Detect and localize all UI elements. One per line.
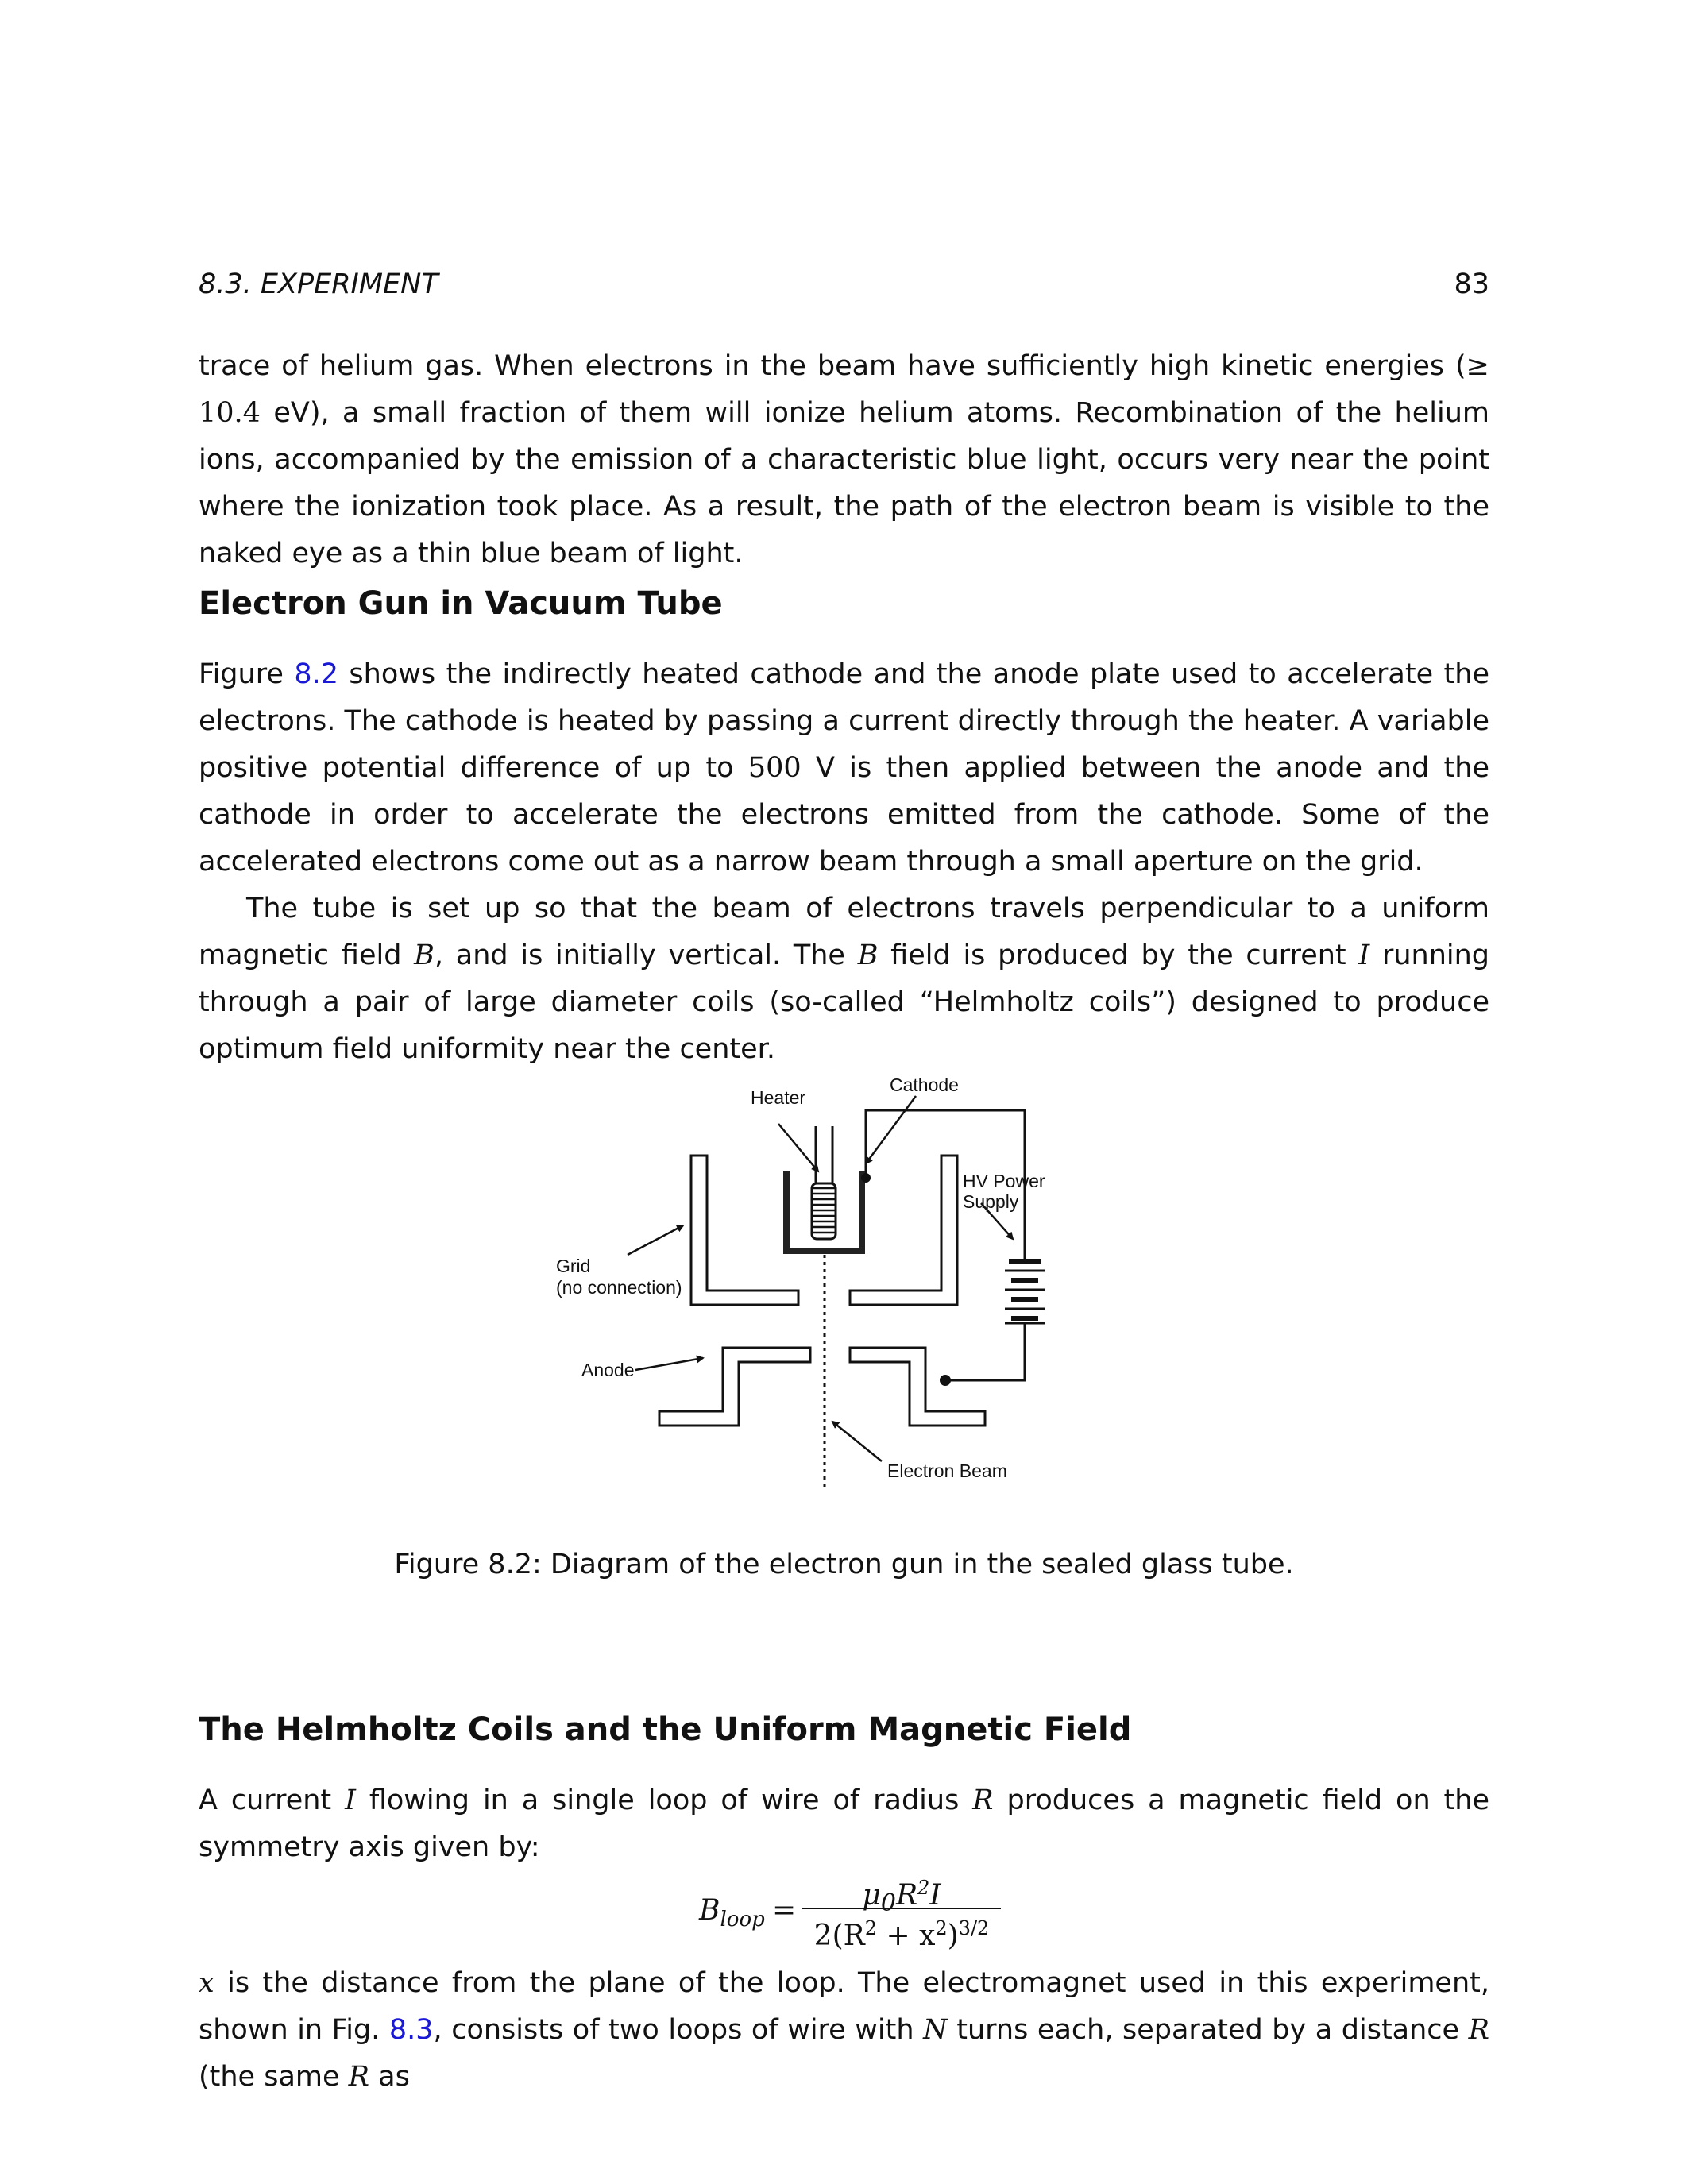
anode-junction-dot xyxy=(940,1375,951,1386)
figure-ref-link[interactable]: 8.2 xyxy=(294,658,338,690)
anode-label: Anode xyxy=(581,1360,635,1380)
helmholtz-paragraph-1: A current I flowing in a single loop of wire of radius R produces a magnetic field on the symmetry axis given by: xyxy=(199,1785,1489,1863)
anode-pointer xyxy=(635,1358,703,1370)
bloop-equation xyxy=(691,1870,1025,1950)
helmholtz-paragraph-2: x is the distance from the plane of the loop. The electromagnet used in this experiment, shown in Fig. 8.3, consists of two loops of wire with N turns each, separated by a distance R (the same R as xyxy=(199,1967,1489,2093)
section-heading-helmholtz: The Helmholtz Coils and the Uniform Magnetic Field xyxy=(199,1711,1132,1748)
energy-value: ≥ 10.4 xyxy=(199,350,1489,429)
heater-pointer xyxy=(778,1124,818,1171)
electron-beam-label: Electron Beam xyxy=(887,1461,1007,1481)
heater-label: Heater xyxy=(751,1087,806,1108)
grid-no-connection-label: (no connection) xyxy=(556,1277,682,1298)
grid-pointer xyxy=(628,1225,683,1255)
figure-ref-link-8-3[interactable]: 8.3 xyxy=(388,2014,434,2046)
anode-right-electrode xyxy=(850,1348,985,1426)
equation-numerator: $\mu_0R^2I$ xyxy=(862,1877,941,1918)
equation-equals: = xyxy=(772,1894,797,1927)
electron-gun-paragraph-2: The tube is set up so that the beam of electrons travels perpendicular to a uniform magnetic field B, and is initially vertical. The B field is produced by the current I running through a pair of large diameter coils (so-called “Helmholtz coils”) designed to produce optimum field uniformity near the center. xyxy=(199,893,1490,1065)
hv-supply-label: Supply xyxy=(963,1191,1019,1212)
electron-gun-diagram xyxy=(548,1064,1152,1493)
equation-denominator: $2(R^2 + x^2)^{3/2}$ xyxy=(813,1917,990,1952)
figure-caption: Figure 8.2: Diagram of the electron gun in the sealed glass tube. xyxy=(394,1549,1294,1580)
hv-power-label: HV Power xyxy=(963,1171,1045,1191)
beam-pointer xyxy=(832,1422,882,1461)
page-number: 83 xyxy=(1454,268,1489,300)
section-heading-electron-gun: Electron Gun in Vacuum Tube xyxy=(199,585,723,622)
anode-wire xyxy=(945,1323,1025,1380)
heater-coil xyxy=(812,1183,836,1239)
cathode-pointer xyxy=(866,1096,916,1163)
equation-fraction xyxy=(802,1870,1001,1952)
cathode-junction-dot xyxy=(861,1173,871,1183)
hv-battery xyxy=(1005,1261,1045,1323)
electron-gun-paragraph-1: Figure 8.2 shows the indirectly heated cathode and the anode plate used to accelerate the electrons. The cathode is heated by passing a current directly through the heater. A variable positive potential difference of up to 500 V is then applied between the anode and the cathode in order to accelerate the electrons emitted from the cathode. Some of the accelerated electrons come out as a narrow beam through a small aperture on the grid. xyxy=(199,658,1489,878)
equation-lhs: $B_{loop}$ xyxy=(699,1894,765,1932)
grid-left-electrode xyxy=(691,1156,798,1305)
grid-label: Grid xyxy=(556,1256,591,1276)
cathode-label: Cathode xyxy=(890,1075,959,1095)
intro-paragraph: trace of helium gas. When electrons in the beam have sufficiently high kinetic energies (≥ 10.4 eV), a small fraction of them will ionize helium atoms. Recombination of the helium ions, accompanied by the emission of a characteristic blue light, occurs very near the point where the ionization took place. As a result, the path of the electron beam is visible to the naked eye as a thin blue beam of light. xyxy=(199,350,1489,569)
running-header xyxy=(199,268,1489,307)
section-label: 8.3. EXPERIMENT xyxy=(199,268,438,300)
anode-left-electrode xyxy=(659,1348,810,1426)
